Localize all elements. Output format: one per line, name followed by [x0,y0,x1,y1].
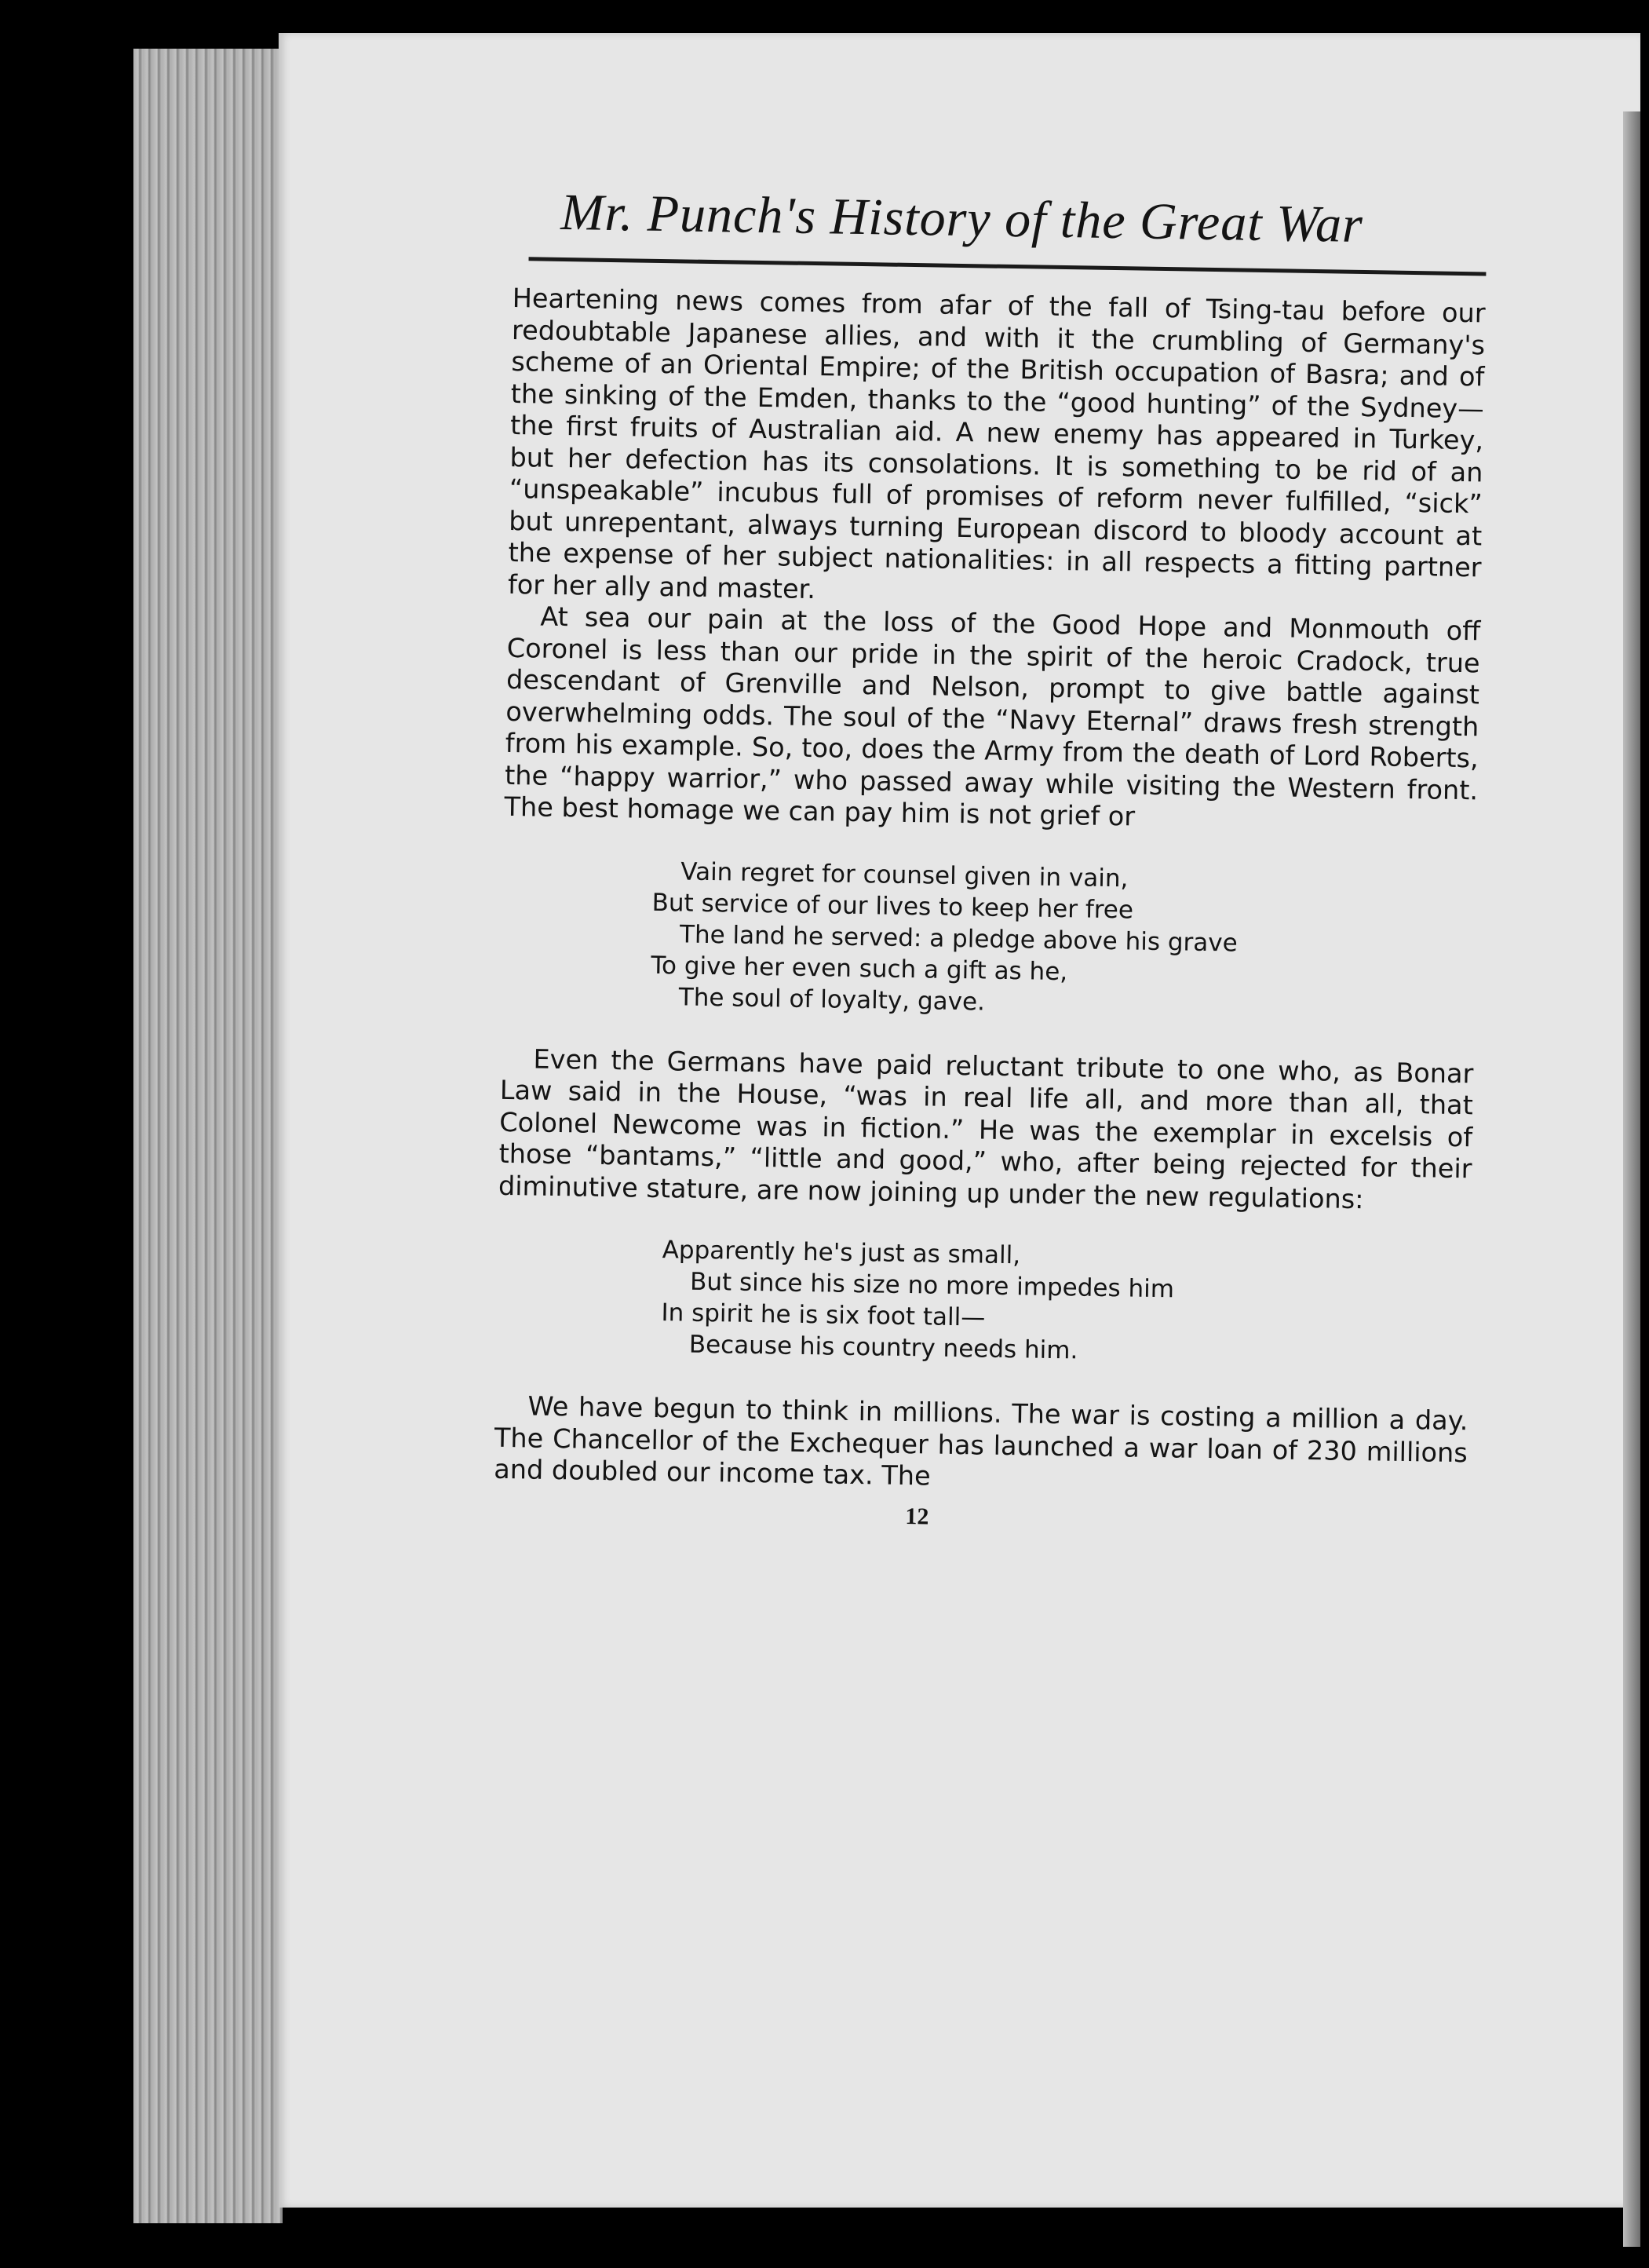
verse-line: To give her even such a gift as he, [651,951,1068,986]
prose-block-3 [494,1390,1468,1501]
paragraph: At sea our pain at the loss of the Good Hope and Monmouth off Coronel is less than our pride in the spirit of the heroic Cradock, true descendant of Grenville and Nelson, prompt to give battle against overwhelming odds. The soul of the “Navy Eternal” draws fresh strength from his example. So, too, does the Army from the death of Lord Roberts, the “happy warrior,” who passed away while visiting the Western front. The best homage we can pay him is not grief or [504,601,1481,832]
paragraph: Heartening news comes from afar of the fall of Tsing-tau before our redoubtable Japanese allies, and with it the crumbling of Germany's scheme of an Oriental Empire; of the British occupation of Basra; and of the sinking of the Emden, thanks to the “good hunting” of the Sydney—the first fruits of Australian aid. A new enemy has appeared in Turkey, but her defection has its consolations. It is something to be rid of an “unspeakable” incubus full of promises of reform never fulfilled, “sick” but unrepentant, always turning European discord to bloody account at the expense of her subject nationalities: in all respects a fitting partner for her ally and master. [507,282,1486,604]
verse-line: In spirit he is six foot tall— [661,1298,986,1332]
page-content [493,183,1487,1539]
header-rule [529,257,1487,276]
verse-line: Because his country needs him. [688,1330,1078,1365]
page-number: 12 [905,1503,929,1530]
prose-block-2 [498,1043,1474,1217]
verse-line: The land he served: a pledge above his grave [679,919,1239,958]
verse-line: But service of our lives to keep her free [651,888,1134,925]
prose-block-1 [504,283,1486,838]
verse-line: Apparently he's just as small, [662,1236,1021,1270]
page-stack-edges [133,49,283,2223]
verse-line: The soul of loyalty, gave. [678,982,986,1017]
verse-line: But since his size no more impedes him [689,1267,1175,1304]
paragraph: Even the Germans have paid reluctant tribute to one who, as Bonar Law said in the House, “was in real life all, and more than all, that Colonel Newcome was in fiction.” He was the exemplar in excelsis of those “bantams,” “little and good,” who, after being rejected for their diminutive stature, are now joining up under the new regulations: [498,1043,1474,1214]
book-page [279,33,1640,2208]
running-head: Mr. Punch's History of the Great War [560,183,1364,254]
paragraph: We have begun to think in millions. The war is costing a million a day. The Chancellor of the Exchequer has launched a war loan of 230 millions and doubled our income tax. The [494,1390,1468,1492]
page-right-edge [1623,111,1640,2247]
verse-stanza-2 [661,1234,1471,1372]
verse-line: Vain regret for counsel given in vain, [680,856,1129,893]
verse-stanza-1 [650,855,1476,1024]
